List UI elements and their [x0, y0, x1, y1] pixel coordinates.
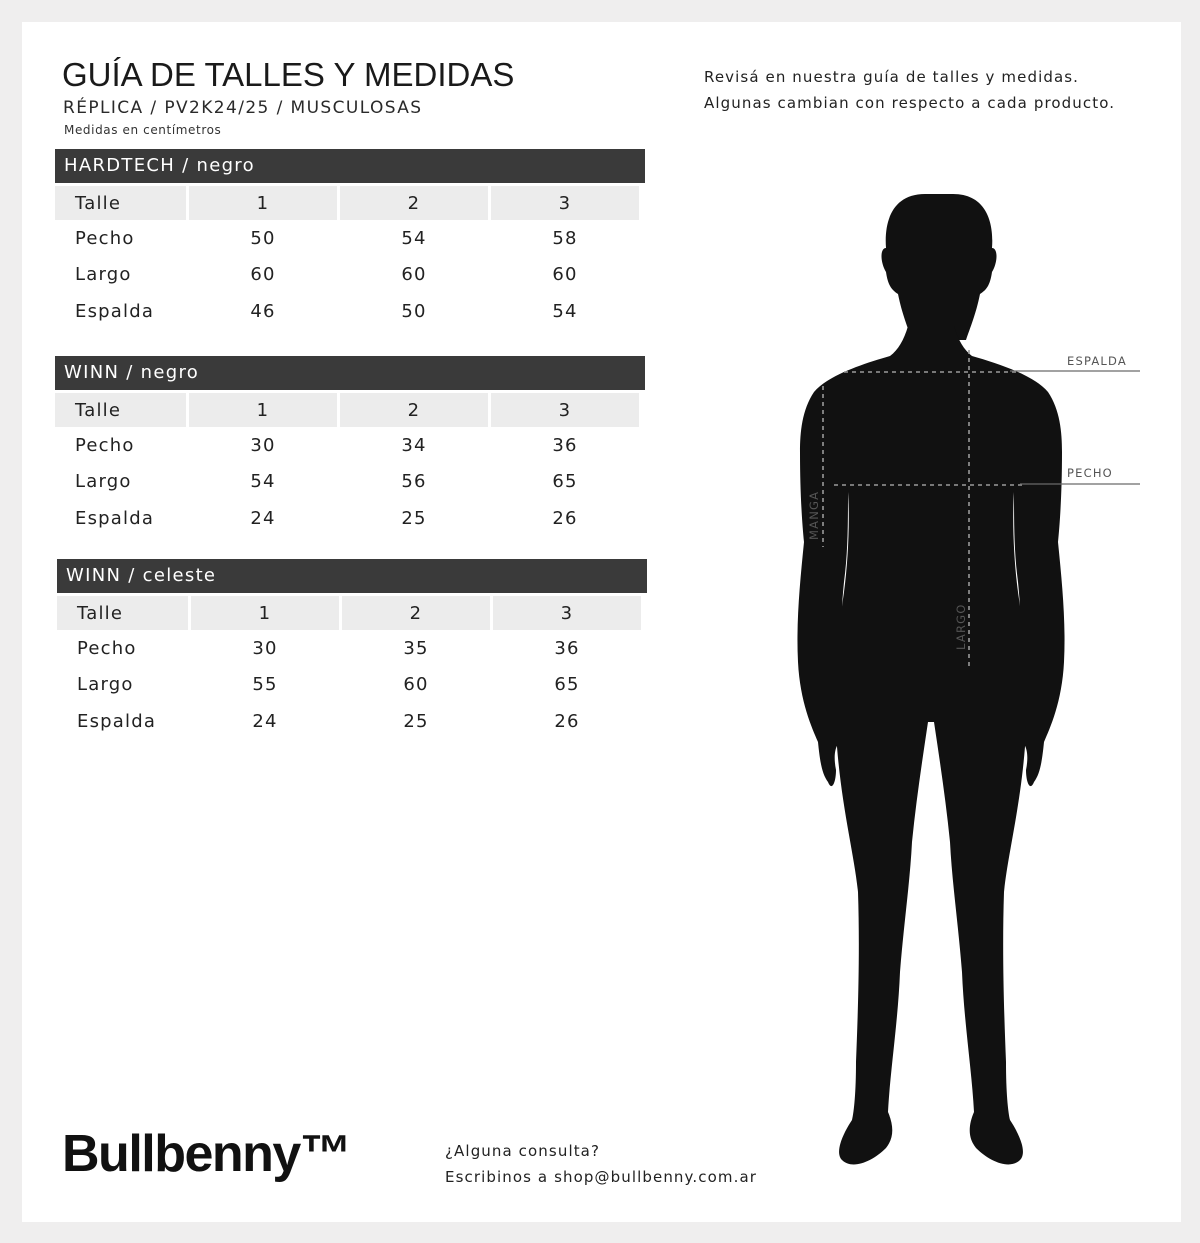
value-cell: 55 [252, 674, 278, 696]
value-cell: 54 [552, 300, 578, 322]
value-cell: 26 [552, 507, 578, 529]
row-label: Espalda [77, 710, 157, 732]
silhouette-icon [797, 194, 1064, 1164]
largo-label: LARGO [954, 603, 968, 650]
table-title: WINN / celeste [57, 559, 647, 593]
row-label: Espalda [75, 300, 155, 322]
value-cell: 58 [552, 227, 578, 249]
row-label: Largo [75, 471, 132, 493]
row-label: Talle [55, 186, 186, 220]
contact-email-line: Escribinos a shop@bullbenny.com.ar [445, 1168, 758, 1186]
size-cell: 1 [191, 596, 339, 630]
value-cell: 46 [250, 300, 276, 322]
value-cell: 50 [250, 227, 276, 249]
size-cell: 3 [493, 596, 641, 630]
value-cell: 26 [554, 710, 580, 732]
size-cell: 1 [189, 393, 337, 427]
size-cell: 3 [491, 393, 639, 427]
value-cell: 50 [401, 300, 427, 322]
value-cell: 54 [401, 227, 427, 249]
value-cell: 36 [554, 637, 580, 659]
manga-label: MANGA [807, 490, 821, 540]
intro-line-1: Revisá en nuestra guía de talles y medidas. [704, 68, 1080, 86]
contact-info [445, 1138, 757, 1190]
value-cell: 60 [401, 264, 427, 286]
value-cell: 60 [552, 264, 578, 286]
size-cell: 2 [340, 393, 488, 427]
brand-logo: Bullbenny™ [62, 1125, 351, 1183]
value-cell: 25 [401, 507, 427, 529]
value-cell: 30 [252, 637, 278, 659]
size-cell: 3 [491, 186, 639, 220]
size-cell: 1 [189, 186, 337, 220]
row-label: Pecho [77, 637, 137, 659]
page-title: GUÍA DE TALLES Y MEDIDAS [62, 56, 515, 93]
value-cell: 60 [403, 674, 429, 696]
value-cell: 65 [554, 674, 580, 696]
value-cell: 54 [250, 471, 276, 493]
size-guide-page [22, 22, 1181, 1222]
row-label: Largo [75, 264, 132, 286]
row-label: Largo [77, 674, 134, 696]
row-label: Talle [57, 596, 188, 630]
size-cell: 2 [340, 186, 488, 220]
size-cell: 2 [342, 596, 490, 630]
espalda-label: ESPALDA [1067, 354, 1127, 368]
value-cell: 65 [552, 471, 578, 493]
table-title: WINN / negro [55, 356, 645, 390]
body-silhouette-figure [22, 22, 1181, 1222]
value-cell: 56 [401, 471, 427, 493]
value-cell: 25 [403, 710, 429, 732]
row-label: Pecho [75, 434, 135, 456]
page-subtitle: RÉPLICA / PV2K24/25 / MUSCULOSAS [63, 98, 423, 118]
value-cell: 60 [250, 264, 276, 286]
table-title: HARDTECH / negro [55, 149, 645, 183]
row-label: Espalda [75, 507, 155, 529]
contact-question: ¿Alguna consulta? [445, 1142, 601, 1160]
pecho-label: PECHO [1067, 466, 1113, 480]
value-cell: 35 [403, 637, 429, 659]
value-cell: 36 [552, 434, 578, 456]
value-cell: 24 [250, 507, 276, 529]
row-label: Talle [55, 393, 186, 427]
value-cell: 24 [252, 710, 278, 732]
intro-line-2: Algunas cambian con respecto a cada producto. [704, 94, 1116, 112]
value-cell: 34 [401, 434, 427, 456]
value-cell: 30 [250, 434, 276, 456]
units-note: Medidas en centímetros [64, 123, 222, 137]
row-label: Pecho [75, 227, 135, 249]
